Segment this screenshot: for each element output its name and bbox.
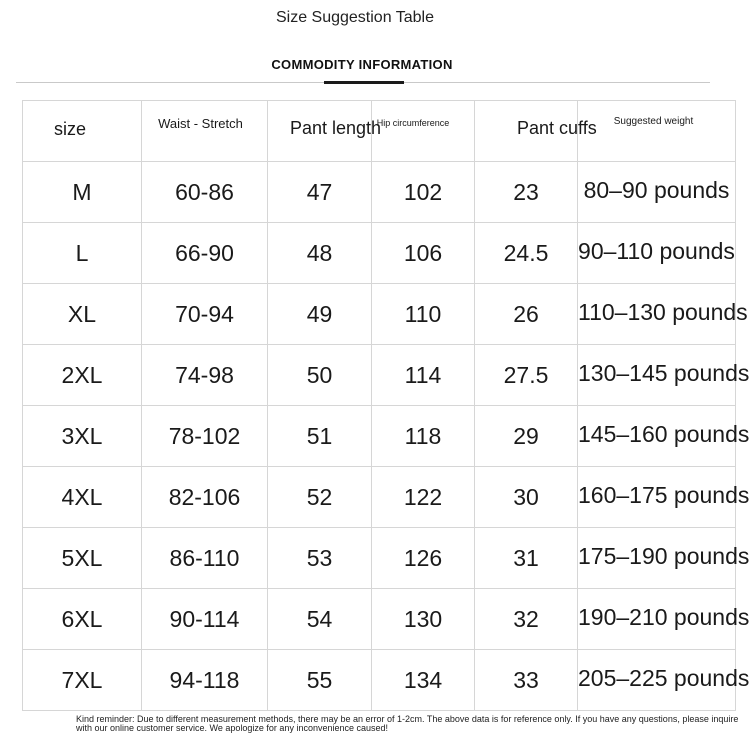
weight-cell: 145–160 pounds (578, 406, 736, 467)
column-header-hip: Hip circumference (372, 101, 475, 162)
size-cell: XL (23, 284, 142, 345)
hip-cell: 126 (372, 528, 475, 589)
pant-length-cell: 55 (268, 650, 372, 711)
waist-cell: 60-86 (142, 162, 268, 223)
waist-cell: 70-94 (142, 284, 268, 345)
table-body (23, 162, 750, 711)
kind-reminder: Kind reminder: Due to different measurement methods, there may be an error of 1-2cm. The above data is for reference only. If you have any questions, please inquire with our online customer service. We apologize for any inconvenience caused! (76, 714, 739, 733)
waist-cell: 94-118 (142, 650, 268, 711)
size-cell: 4XL (23, 467, 142, 528)
weight-cell: 190–210 pounds (578, 589, 736, 650)
pant-length-cell: 51 (268, 406, 372, 467)
column-header-weight: Suggested weight (578, 101, 736, 162)
weight-cell: 130–145 pounds (578, 345, 736, 406)
pant-length-cell: 48 (268, 223, 372, 284)
size-cell: 5XL (23, 528, 142, 589)
hip-cell: 118 (372, 406, 475, 467)
waist-cell: 74-98 (142, 345, 268, 406)
pant-cuffs-cell: 24.5 (475, 223, 578, 284)
pant-length-cell: 47 (268, 162, 372, 223)
hip-cell: 106 (372, 223, 475, 284)
pant-length-cell: 54 (268, 589, 372, 650)
weight-cell: 160–175 pounds (578, 467, 736, 528)
divider-accent (324, 81, 404, 84)
size-cell: 3XL (23, 406, 142, 467)
hip-cell: 102 (372, 162, 475, 223)
table-row (23, 589, 736, 650)
size-table (22, 100, 750, 711)
pant-length-cell: 53 (268, 528, 372, 589)
pant-length-cell: 52 (268, 467, 372, 528)
size-cell: 2XL (23, 345, 142, 406)
hip-cell: 122 (372, 467, 475, 528)
pant-cuffs-cell: 33 (475, 650, 578, 711)
pant-cuffs-cell: 26 (475, 284, 578, 345)
table-row (23, 528, 736, 589)
pant-cuffs-cell: 32 (475, 589, 578, 650)
pant-cuffs-cell: 27.5 (475, 345, 578, 406)
waist-cell: 90-114 (142, 589, 268, 650)
pant-cuffs-cell: 29 (475, 406, 578, 467)
size-cell: M (23, 162, 142, 223)
waist-cell: 66-90 (142, 223, 268, 284)
weight-cell: 80–90 pounds (578, 162, 736, 223)
table-row (23, 345, 736, 406)
size-cell: 6XL (23, 589, 142, 650)
column-header-size: size (23, 101, 142, 162)
pant-length-cell: 50 (268, 345, 372, 406)
waist-cell: 82-106 (142, 467, 268, 528)
size-cell: 7XL (23, 650, 142, 711)
table-row (23, 284, 736, 345)
waist-cell: 86-110 (142, 528, 268, 589)
column-header-waist: Waist - Stretch (142, 101, 268, 162)
weight-cell: 110–130 pounds (578, 284, 736, 345)
weight-cell: 205–225 pounds (578, 650, 736, 711)
section-subtitle: COMMODITY INFORMATION (271, 57, 453, 72)
page-title: Size Suggestion Table (275, 9, 435, 26)
waist-cell: 78-102 (142, 406, 268, 467)
hip-cell: 110 (372, 284, 475, 345)
table-row (23, 467, 736, 528)
weight-cell: 90–110 pounds (578, 223, 736, 284)
table-row (23, 162, 736, 223)
table-row (23, 650, 736, 711)
table-row (23, 223, 736, 284)
pant-cuffs-cell: 30 (475, 467, 578, 528)
size-cell: L (23, 223, 142, 284)
pant-cuffs-cell: 23 (475, 162, 578, 223)
pant-cuffs-cell: 31 (475, 528, 578, 589)
table-row (23, 406, 736, 467)
pant-length-cell: 49 (268, 284, 372, 345)
column-header-pant-length: Pant length (268, 101, 372, 162)
weight-cell: 175–190 pounds (578, 528, 736, 589)
hip-cell: 134 (372, 650, 475, 711)
table-header-row (23, 101, 736, 162)
hip-cell: 130 (372, 589, 475, 650)
column-header-pant-cuffs: Pant cuffs (475, 101, 578, 162)
hip-cell: 114 (372, 345, 475, 406)
